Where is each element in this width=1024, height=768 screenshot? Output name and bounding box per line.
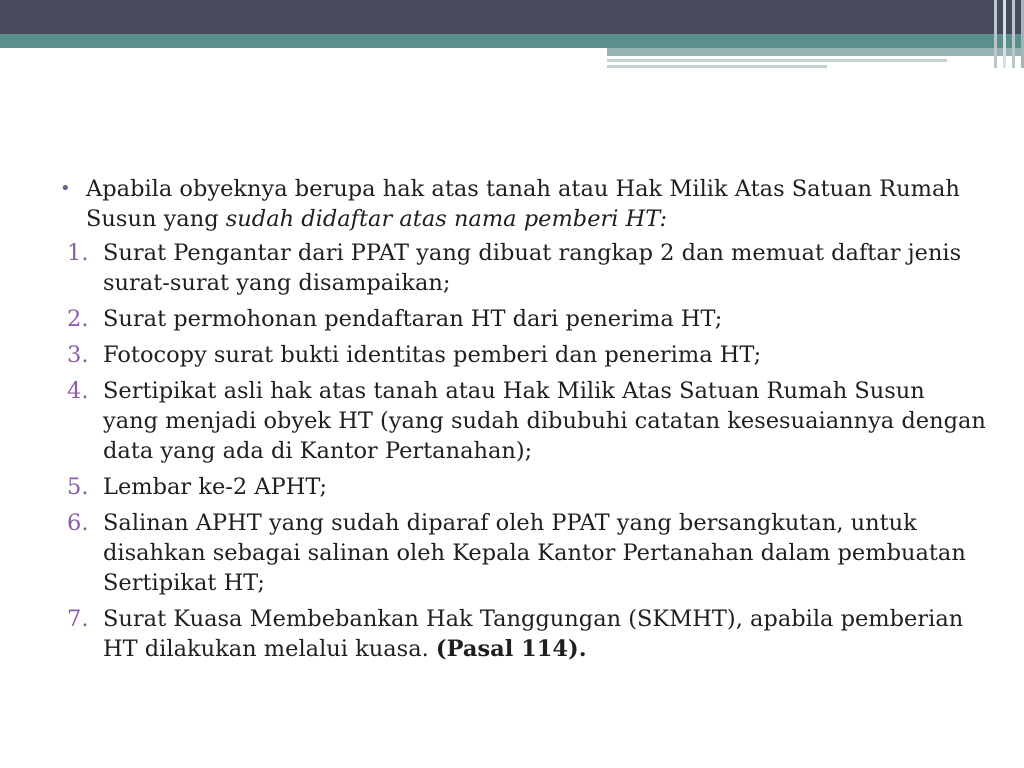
slide-content bbox=[56, 174, 986, 670]
list-item bbox=[56, 340, 986, 370]
list-item-text: Surat permohonan pendaftaran HT dari penerima HT; bbox=[103, 306, 723, 332]
list-item-text: Salinan APHT yang sudah diparaf oleh PPAT yang bersangkutan, untuk disahkan sebagai salinan oleh Kepala Kantor Pertanahan dalam pembuatan Sertipikat HT; bbox=[103, 510, 966, 596]
list-item-number: 3. bbox=[67, 342, 89, 368]
intro-emphasis: sudah didaftar atas nama pemberi HT: bbox=[225, 206, 668, 232]
list-item-text: Fotocopy surat bukti identitas pemberi dan penerima HT; bbox=[103, 342, 762, 368]
list-item-number: 6. bbox=[67, 510, 89, 536]
intro-bullet bbox=[56, 174, 986, 234]
list-item bbox=[56, 508, 986, 598]
header-stripe bbox=[0, 34, 1024, 48]
list-item-text: Surat Pengantar dari PPAT yang dibuat rangkap 2 dan memuat daftar jenis surat-surat yang disampaikan; bbox=[103, 240, 962, 296]
list-item-text: Lembar ke-2 APHT; bbox=[103, 474, 328, 500]
accent-line bbox=[607, 59, 947, 62]
accent-line bbox=[607, 65, 827, 68]
list-item-text: Sertipikat asli hak atas tanah atau Hak Milik Atas Satuan Rumah Susun yang menjadi obyek HT (yang sudah dibubuhi catatan kesesuaiannya dengan data yang ada di Kantor Pertanahan); bbox=[103, 378, 986, 464]
list-item-number: 4. bbox=[67, 378, 89, 404]
list-item bbox=[56, 472, 986, 502]
list-item-reference: (Pasal 114). bbox=[435, 636, 587, 662]
list-item bbox=[56, 376, 986, 466]
list-item bbox=[56, 238, 986, 298]
intro-text: Apabila obyeknya berupa hak atas tanah atau Hak Milik Atas Satuan Rumah Susun yang bbox=[86, 176, 960, 232]
list-item-number: 1. bbox=[67, 240, 89, 266]
vertical-accent-lines bbox=[994, 0, 1024, 68]
header-bar bbox=[0, 0, 1024, 34]
list-item bbox=[56, 604, 986, 664]
accent-line bbox=[607, 48, 1024, 56]
list-item-number: 7. bbox=[67, 606, 89, 632]
requirements-list bbox=[56, 238, 986, 664]
list-item bbox=[56, 304, 986, 334]
list-item-number: 5. bbox=[67, 474, 89, 500]
bullet-icon: • bbox=[60, 178, 71, 199]
list-item-number: 2. bbox=[67, 306, 89, 332]
list-item-text: Surat Kuasa Membebankan Hak Tanggungan (SKMHT), apabila pemberian HT dilakukan melalui kuasa. bbox=[103, 606, 964, 662]
